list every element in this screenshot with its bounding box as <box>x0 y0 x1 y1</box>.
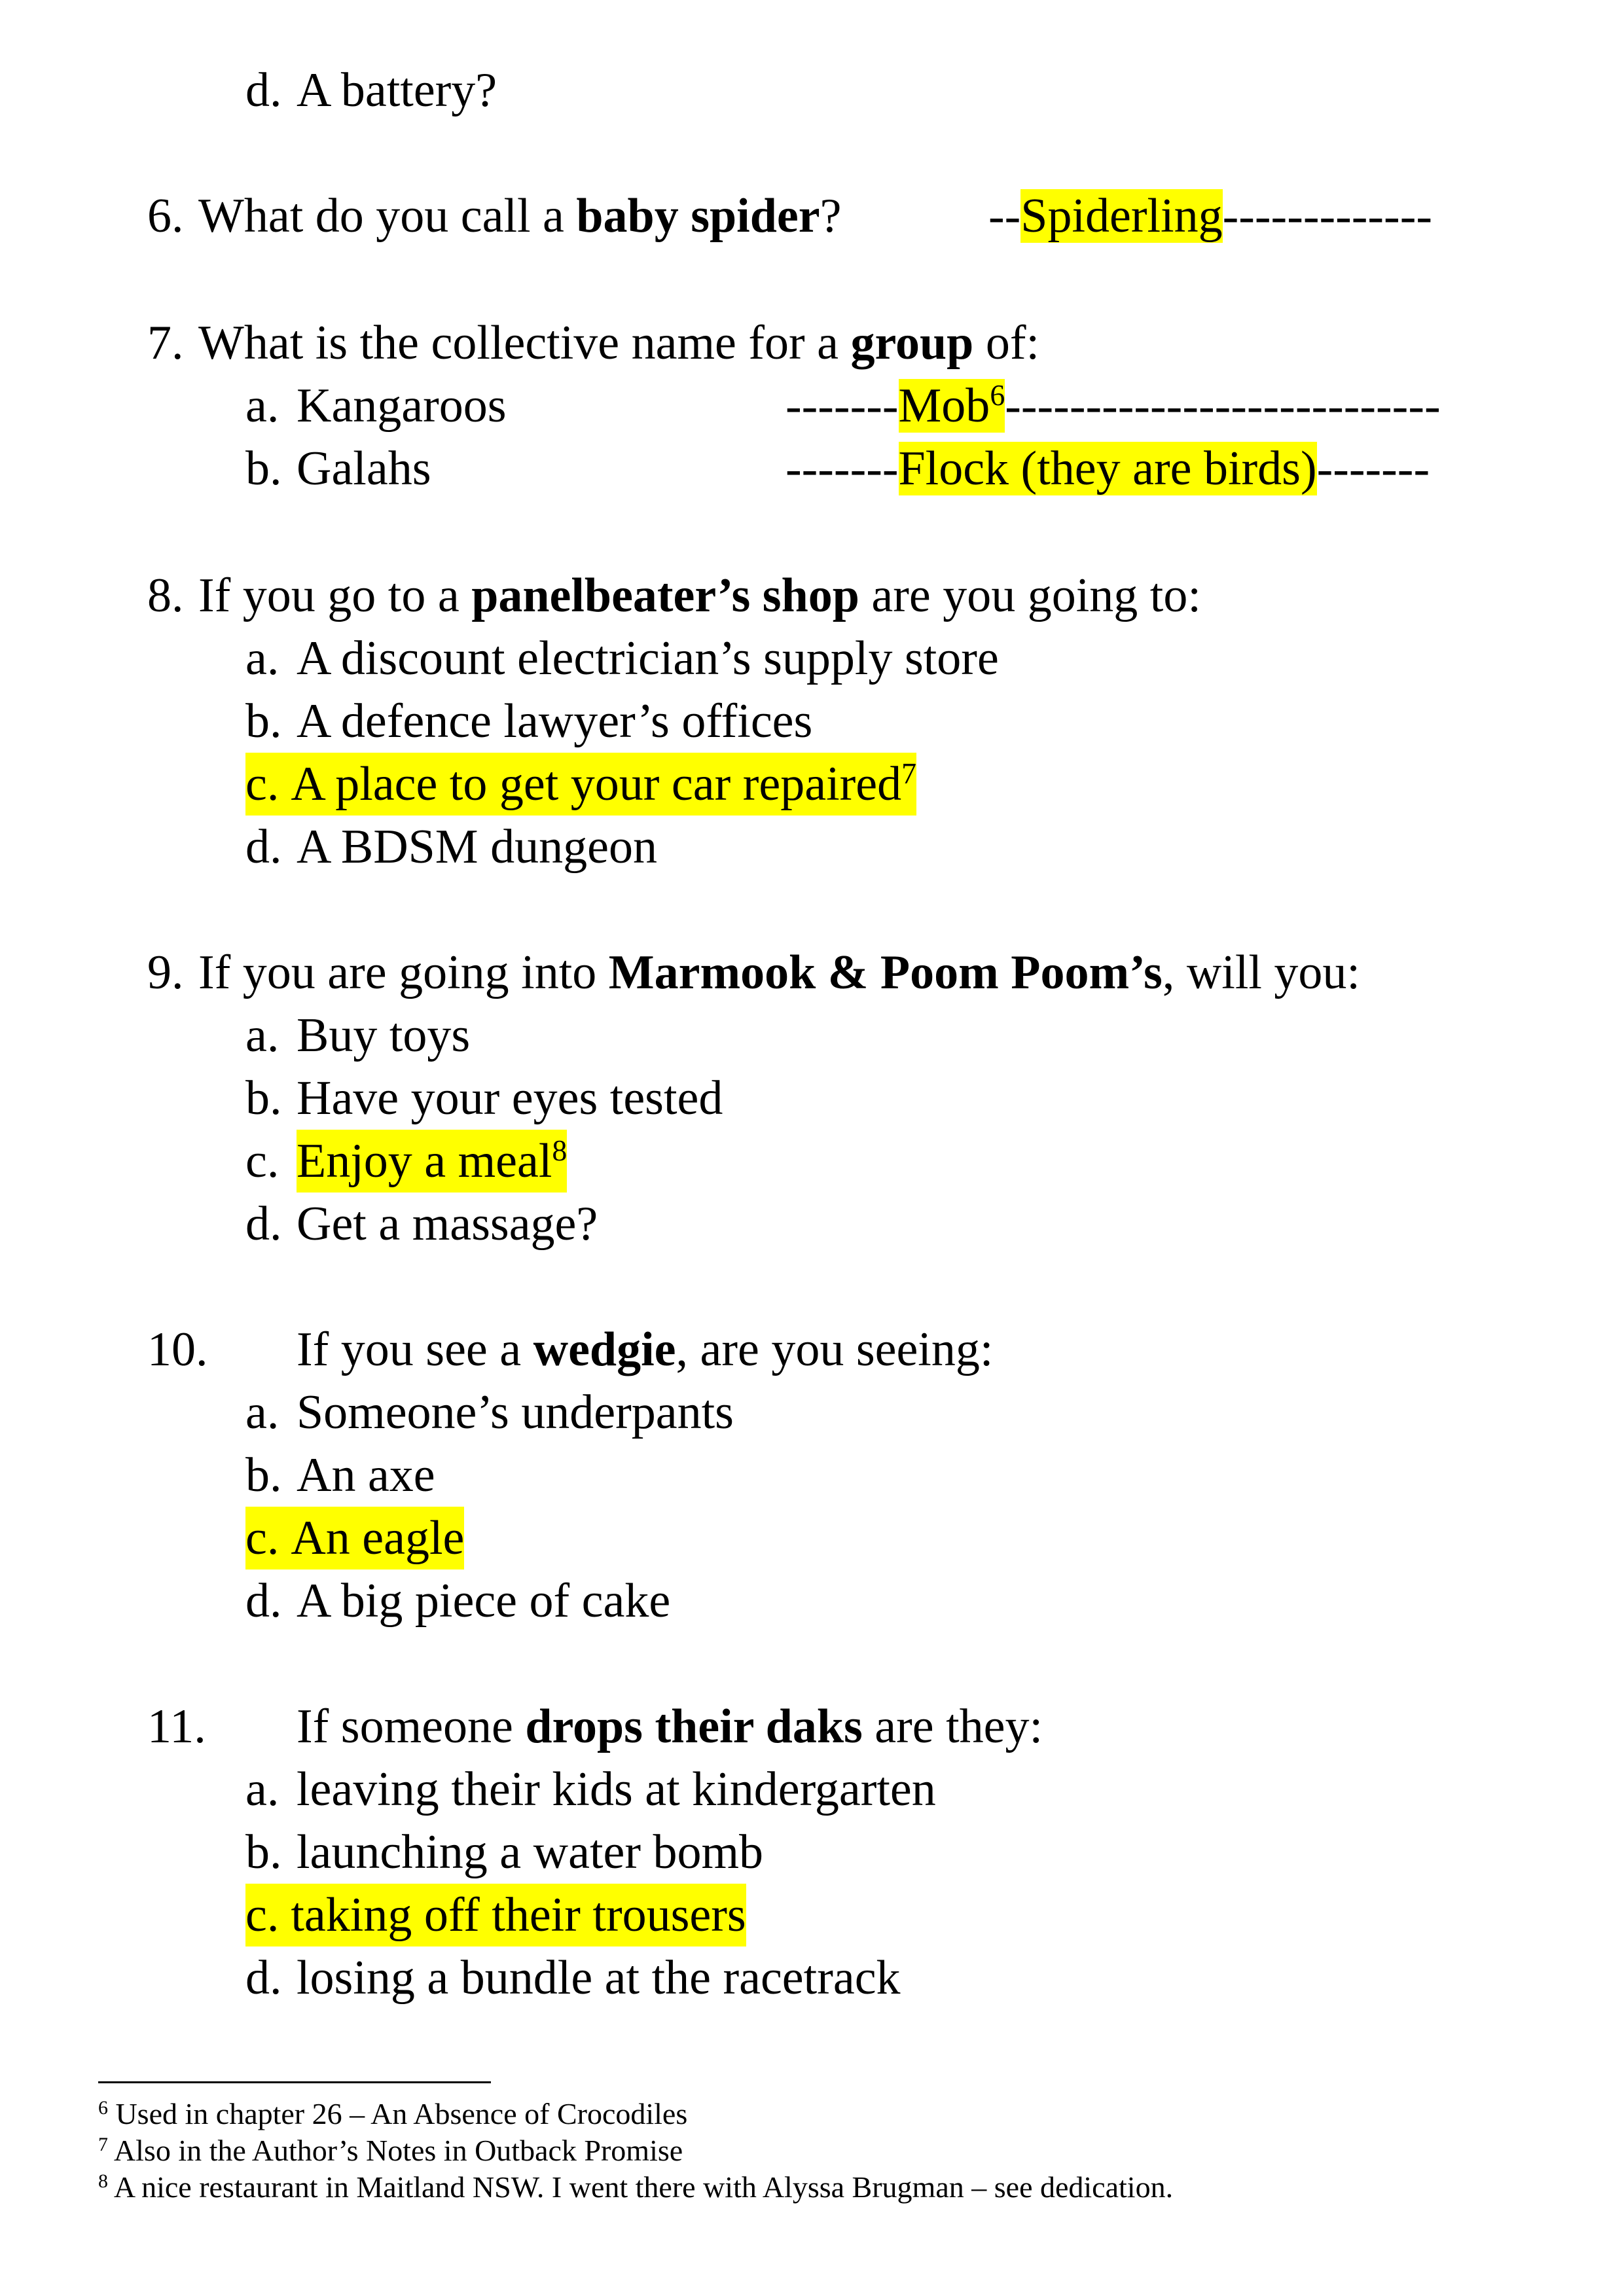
footnote-text: Also in the Author’s Notes in Outback Promise <box>113 2134 683 2167</box>
option-text: A big piece of cake <box>297 1574 671 1628</box>
highlighted-answer <box>245 1884 746 1946</box>
footnote-mark: 6 <box>98 2097 108 2119</box>
footnote-divider <box>98 2081 491 2083</box>
answer-line <box>988 185 1432 247</box>
highlighted-answer <box>245 753 916 816</box>
answer-dashes: -- <box>988 189 1021 243</box>
option-text: A place to get your car repaired <box>291 757 902 811</box>
answer-line <box>785 374 1441 437</box>
question-text <box>198 941 1360 1004</box>
question-post: , will you: <box>1162 946 1360 999</box>
question-post: of: <box>973 316 1040 370</box>
footnote-ref[interactable]: 7 <box>901 756 917 790</box>
question-text <box>198 185 841 247</box>
question-post: ? <box>820 189 842 243</box>
option-text: taking off their trousers <box>291 1888 746 1942</box>
option-text: launching a water bomb <box>297 1825 764 1879</box>
option-letter: d. <box>245 1197 282 1251</box>
option-letter: a. <box>245 1009 280 1062</box>
option-text: A BDSM dungeon <box>297 820 657 874</box>
answer-text: Mob <box>898 379 990 433</box>
option-text: An axe <box>297 1448 435 1502</box>
option-text: Enjoy a meal <box>297 1134 552 1188</box>
highlighted-answer <box>899 379 1005 433</box>
question-post: are you going to: <box>859 569 1201 622</box>
option-text: A battery? <box>297 63 497 117</box>
answer-dashes: ------- <box>785 379 899 433</box>
footnote-ref[interactable]: 8 <box>552 1133 568 1167</box>
option-letter: d. <box>245 1951 282 2005</box>
question-text <box>198 312 1039 374</box>
option-text: A discount electrician’s supply store <box>297 632 999 685</box>
answer-dashes: ------- <box>785 442 899 495</box>
footnote-text: Used in chapter 26 – An Absence of Crocodiles <box>115 2097 688 2130</box>
option-letter: c. <box>245 1888 280 1942</box>
question-number: 8. <box>147 569 184 622</box>
option-letter: c. <box>245 757 280 811</box>
option-text: losing a bundle at the racetrack <box>297 1951 901 2005</box>
option-text: Kangaroos <box>297 379 507 433</box>
answer-line <box>785 437 1430 500</box>
option-letter: d. <box>245 820 282 874</box>
option-text: An eagle <box>291 1511 465 1565</box>
option-letter: a. <box>245 379 280 433</box>
highlighted-answer: Flock (they are birds) <box>898 442 1317 495</box>
option-letter: b. <box>245 1071 282 1125</box>
footnote-6 <box>98 2096 687 2132</box>
question-number: 6. <box>147 189 184 243</box>
question-keyword: baby spider <box>576 189 820 243</box>
option-text: leaving their kids at kindergarten <box>297 1763 936 1816</box>
answer-dashes: ------------- <box>1222 189 1432 243</box>
option-letter: a. <box>245 1386 280 1439</box>
footnote-ref[interactable]: 6 <box>990 378 1005 412</box>
footnote-mark: 7 <box>98 2134 108 2156</box>
question-text <box>297 1695 1043 1758</box>
option-text: Have your eyes tested <box>297 1071 723 1125</box>
question-number: 11. <box>147 1700 206 1753</box>
option-letter: a. <box>245 632 280 685</box>
question-keyword: Marmook & Poom Poom’s <box>608 946 1163 999</box>
question-keyword: wedgie <box>533 1323 676 1376</box>
option-text: A defence lawyer’s offices <box>297 694 813 748</box>
question-pre: If someone <box>297 1700 526 1753</box>
question-post: , are you seeing: <box>676 1323 994 1376</box>
question-pre: If you are going into <box>198 946 609 999</box>
question-number: 10. <box>147 1323 208 1376</box>
question-post: are they: <box>862 1700 1043 1753</box>
answer-dashes: --------------------------- <box>1005 379 1441 433</box>
option-letter: c. <box>245 1511 280 1565</box>
highlighted-answer: Spiderling <box>1020 189 1223 243</box>
option-letter: b. <box>245 442 282 495</box>
option-text: Galahs <box>297 442 431 495</box>
footnote-text: A nice restaurant in Maitland NSW. I went there with Alyssa Brugman – see dedication. <box>113 2170 1174 2204</box>
question-number: 7. <box>147 316 184 370</box>
option-letter: b. <box>245 1448 282 1502</box>
question-text <box>297 1318 993 1381</box>
question-number: 9. <box>147 946 184 999</box>
question-pre: What do you call a <box>198 189 577 243</box>
question-keyword: panelbeater’s shop <box>471 569 859 622</box>
highlighted-answer <box>245 1507 464 1570</box>
option-letter: d. <box>245 1574 282 1628</box>
option-letter: a. <box>245 1763 280 1816</box>
question-text <box>198 564 1201 627</box>
question-pre: If you see a <box>297 1323 533 1376</box>
option-letter: b. <box>245 1825 282 1879</box>
question-pre: If you go to a <box>198 569 472 622</box>
footnote-7 <box>98 2132 683 2169</box>
footnote-mark: 8 <box>98 2170 108 2193</box>
option-letter: b. <box>245 694 282 748</box>
footnote-8 <box>98 2169 1173 2206</box>
highlighted-answer <box>297 1130 567 1193</box>
question-pre: What is the collective name for a <box>198 316 851 370</box>
option-text: Get a massage? <box>297 1197 598 1251</box>
answer-dashes: ------- <box>1316 442 1430 495</box>
option-text: Buy toys <box>297 1009 471 1062</box>
option-letter: c. <box>245 1134 280 1188</box>
option-text: Someone’s underpants <box>297 1386 734 1439</box>
option-letter: d. <box>245 63 282 117</box>
question-keyword: drops their daks <box>525 1700 863 1753</box>
question-keyword: group <box>850 316 974 370</box>
